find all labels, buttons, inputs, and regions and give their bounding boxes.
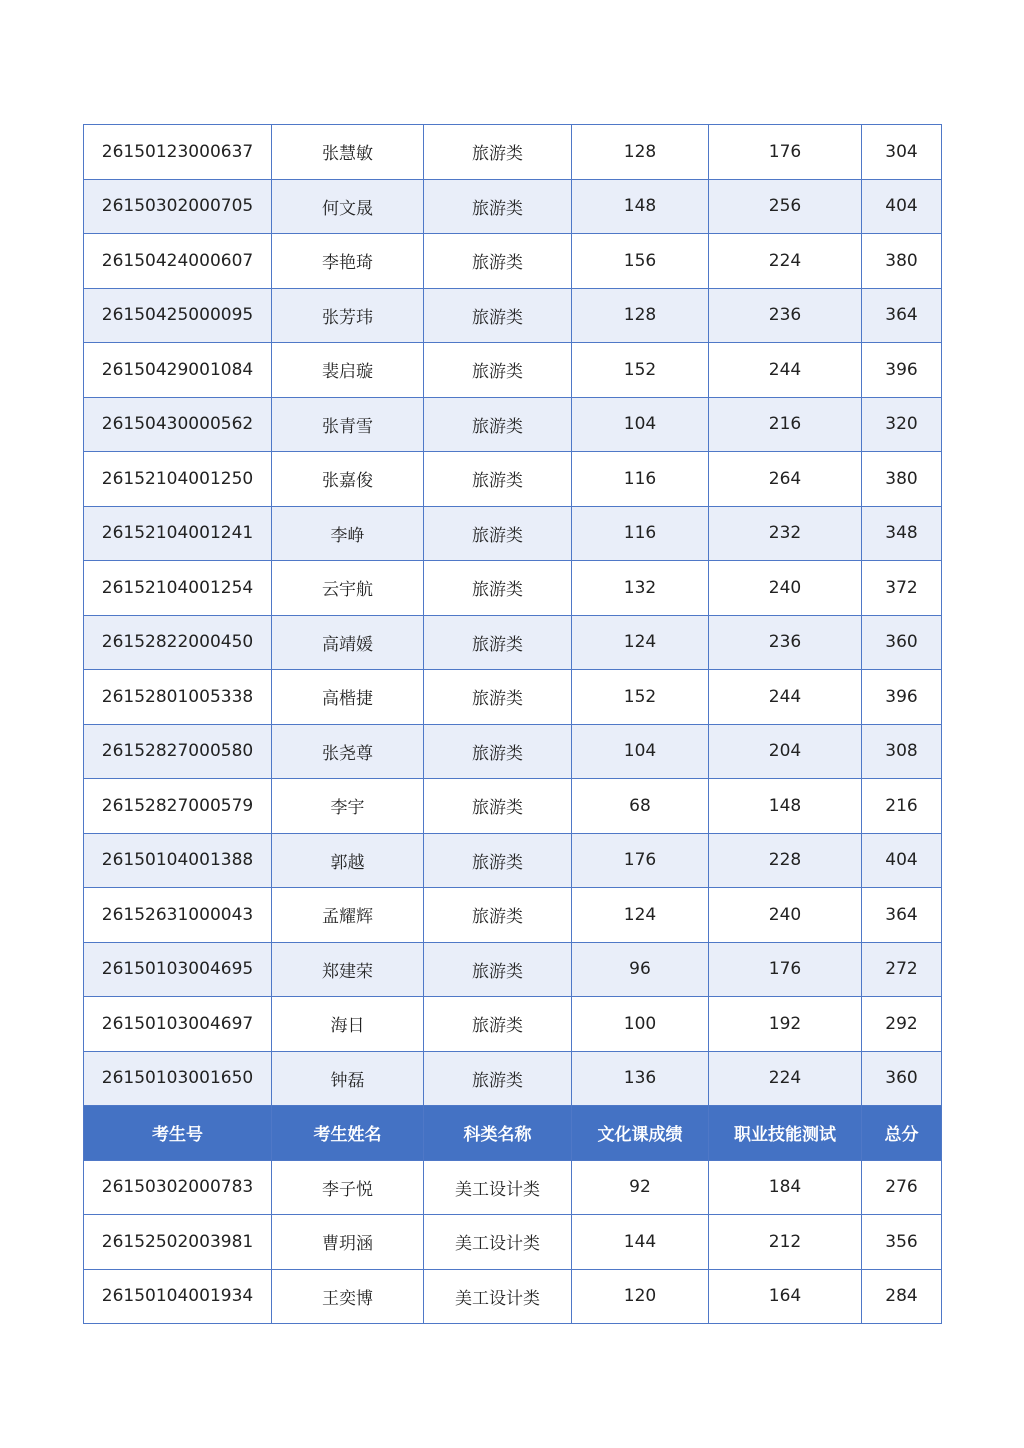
skill-test-cell: 264 [709,452,862,507]
student-name-cell: 郭越 [272,833,424,888]
total-score-cell: 284 [862,1269,942,1324]
total-score-cell: 304 [862,125,942,180]
table-row [84,179,942,234]
student-name-cell: 李峥 [272,506,424,561]
category-cell: 旅游类 [424,343,572,398]
student-name-cell: 何文晟 [272,179,424,234]
culture-score-cell: 124 [572,615,709,670]
exam-no-cell: 26150103001650 [84,1051,272,1106]
total-score-cell: 360 [862,1051,942,1106]
table-row [84,888,942,943]
student-name-cell: 张慧敏 [272,125,424,180]
table-row [84,452,942,507]
skill-test-cell: 176 [709,125,862,180]
student-name-cell: 李艳琦 [272,234,424,289]
exam-no-cell: 26152104001250 [84,452,272,507]
student-name-cell: 高靖媛 [272,615,424,670]
culture-score-cell: 100 [572,997,709,1052]
category-cell: 旅游类 [424,125,572,180]
skill-test-cell: 224 [709,1051,862,1106]
table-row [84,506,942,561]
culture-score-cell: 104 [572,397,709,452]
category-cell: 旅游类 [424,997,572,1052]
total-score-cell: 372 [862,561,942,616]
student-name-cell: 王奕博 [272,1269,424,1324]
category-cell: 旅游类 [424,942,572,997]
category-cell: 旅游类 [424,397,572,452]
culture-score-cell: 120 [572,1269,709,1324]
table-row [84,779,942,834]
exam-no-cell: 26152502003981 [84,1215,272,1270]
total-score-cell: 380 [862,452,942,507]
category-cell: 旅游类 [424,1051,572,1106]
table-row [84,724,942,779]
total-score-cell: 404 [862,833,942,888]
student-name-cell: 曹玥涵 [272,1215,424,1270]
culture-score-cell: 152 [572,670,709,725]
skill-test-cell: 228 [709,833,862,888]
skill-test-cell: 212 [709,1215,862,1270]
table-row [84,343,942,398]
total-score-cell: 276 [862,1160,942,1215]
column-header-culture-score: 文化课成绩 [572,1106,709,1161]
skill-test-cell: 236 [709,615,862,670]
student-name-cell: 张芳玮 [272,288,424,343]
table-row [84,1215,942,1270]
category-cell: 美工设计类 [424,1160,572,1215]
total-score-cell: 404 [862,179,942,234]
exam-no-cell: 26150103004695 [84,942,272,997]
total-score-cell: 272 [862,942,942,997]
table-row [84,1269,942,1324]
exam-no-cell: 26150302000783 [84,1160,272,1215]
table-row [84,615,942,670]
culture-score-cell: 116 [572,452,709,507]
student-name-cell: 云宇航 [272,561,424,616]
table-row [84,397,942,452]
total-score-cell: 364 [862,288,942,343]
total-score-cell: 308 [862,724,942,779]
category-cell: 旅游类 [424,561,572,616]
category-cell: 旅游类 [424,288,572,343]
category-cell: 旅游类 [424,615,572,670]
culture-score-cell: 96 [572,942,709,997]
culture-score-cell: 104 [572,724,709,779]
exam-no-cell: 26150429001084 [84,343,272,398]
score-table-body [84,125,942,1324]
skill-test-cell: 184 [709,1160,862,1215]
column-header-exam-no: 考生号 [84,1106,272,1161]
skill-test-cell: 244 [709,670,862,725]
total-score-cell: 216 [862,779,942,834]
exam-no-cell: 26150424000607 [84,234,272,289]
table-row [84,997,942,1052]
total-score-cell: 360 [862,615,942,670]
category-cell: 旅游类 [424,779,572,834]
category-cell: 美工设计类 [424,1269,572,1324]
culture-score-cell: 148 [572,179,709,234]
table-row [84,561,942,616]
exam-no-cell: 26152801005338 [84,670,272,725]
table-row [84,942,942,997]
category-cell: 旅游类 [424,179,572,234]
exam-no-cell: 26152104001241 [84,506,272,561]
culture-score-cell: 136 [572,1051,709,1106]
skill-test-cell: 176 [709,942,862,997]
skill-test-cell: 244 [709,343,862,398]
skill-test-cell: 232 [709,506,862,561]
table-row [84,1051,942,1106]
culture-score-cell: 68 [572,779,709,834]
category-cell: 旅游类 [424,506,572,561]
table-row [84,125,942,180]
skill-test-cell: 236 [709,288,862,343]
table-row [84,234,942,289]
score-table [83,124,942,1324]
exam-no-cell: 26152104001254 [84,561,272,616]
skill-test-cell: 224 [709,234,862,289]
culture-score-cell: 144 [572,1215,709,1270]
table-row [84,288,942,343]
exam-no-cell: 26152827000579 [84,779,272,834]
column-header-name: 考生姓名 [272,1106,424,1161]
culture-score-cell: 152 [572,343,709,398]
culture-score-cell: 92 [572,1160,709,1215]
culture-score-cell: 124 [572,888,709,943]
table-row [84,833,942,888]
student-name-cell: 张尧尊 [272,724,424,779]
table-header-row [84,1106,942,1161]
total-score-cell: 364 [862,888,942,943]
student-name-cell: 裴启璇 [272,343,424,398]
student-name-cell: 高楷捷 [272,670,424,725]
total-score-cell: 396 [862,343,942,398]
exam-no-cell: 26150302000705 [84,179,272,234]
table-row [84,1160,942,1215]
total-score-cell: 292 [862,997,942,1052]
category-cell: 旅游类 [424,670,572,725]
category-cell: 旅游类 [424,234,572,289]
skill-test-cell: 216 [709,397,862,452]
category-cell: 旅游类 [424,724,572,779]
exam-no-cell: 26150103004697 [84,997,272,1052]
category-cell: 旅游类 [424,888,572,943]
culture-score-cell: 156 [572,234,709,289]
skill-test-cell: 164 [709,1269,862,1324]
exam-no-cell: 26152822000450 [84,615,272,670]
exam-no-cell: 26150104001388 [84,833,272,888]
table-row [84,670,942,725]
student-name-cell: 海日 [272,997,424,1052]
column-header-category: 科类名称 [424,1106,572,1161]
total-score-cell: 356 [862,1215,942,1270]
student-name-cell: 孟耀辉 [272,888,424,943]
exam-no-cell: 26150123000637 [84,125,272,180]
total-score-cell: 320 [862,397,942,452]
skill-test-cell: 204 [709,724,862,779]
category-cell: 美工设计类 [424,1215,572,1270]
skill-test-cell: 148 [709,779,862,834]
skill-test-cell: 240 [709,888,862,943]
column-header-total: 总分 [862,1106,942,1161]
total-score-cell: 396 [862,670,942,725]
total-score-cell: 380 [862,234,942,289]
student-name-cell: 郑建荣 [272,942,424,997]
exam-no-cell: 26152827000580 [84,724,272,779]
skill-test-cell: 192 [709,997,862,1052]
culture-score-cell: 116 [572,506,709,561]
skill-test-cell: 240 [709,561,862,616]
exam-no-cell: 26152631000043 [84,888,272,943]
column-header-skill-test: 职业技能测试 [709,1106,862,1161]
student-name-cell: 李子悦 [272,1160,424,1215]
culture-score-cell: 132 [572,561,709,616]
culture-score-cell: 176 [572,833,709,888]
total-score-cell: 348 [862,506,942,561]
category-cell: 旅游类 [424,452,572,507]
exam-no-cell: 26150425000095 [84,288,272,343]
culture-score-cell: 128 [572,125,709,180]
culture-score-cell: 128 [572,288,709,343]
skill-test-cell: 256 [709,179,862,234]
student-name-cell: 李宇 [272,779,424,834]
category-cell: 旅游类 [424,833,572,888]
exam-no-cell: 26150430000562 [84,397,272,452]
student-name-cell: 张青雪 [272,397,424,452]
exam-no-cell: 26150104001934 [84,1269,272,1324]
student-name-cell: 钟磊 [272,1051,424,1106]
student-name-cell: 张嘉俊 [272,452,424,507]
